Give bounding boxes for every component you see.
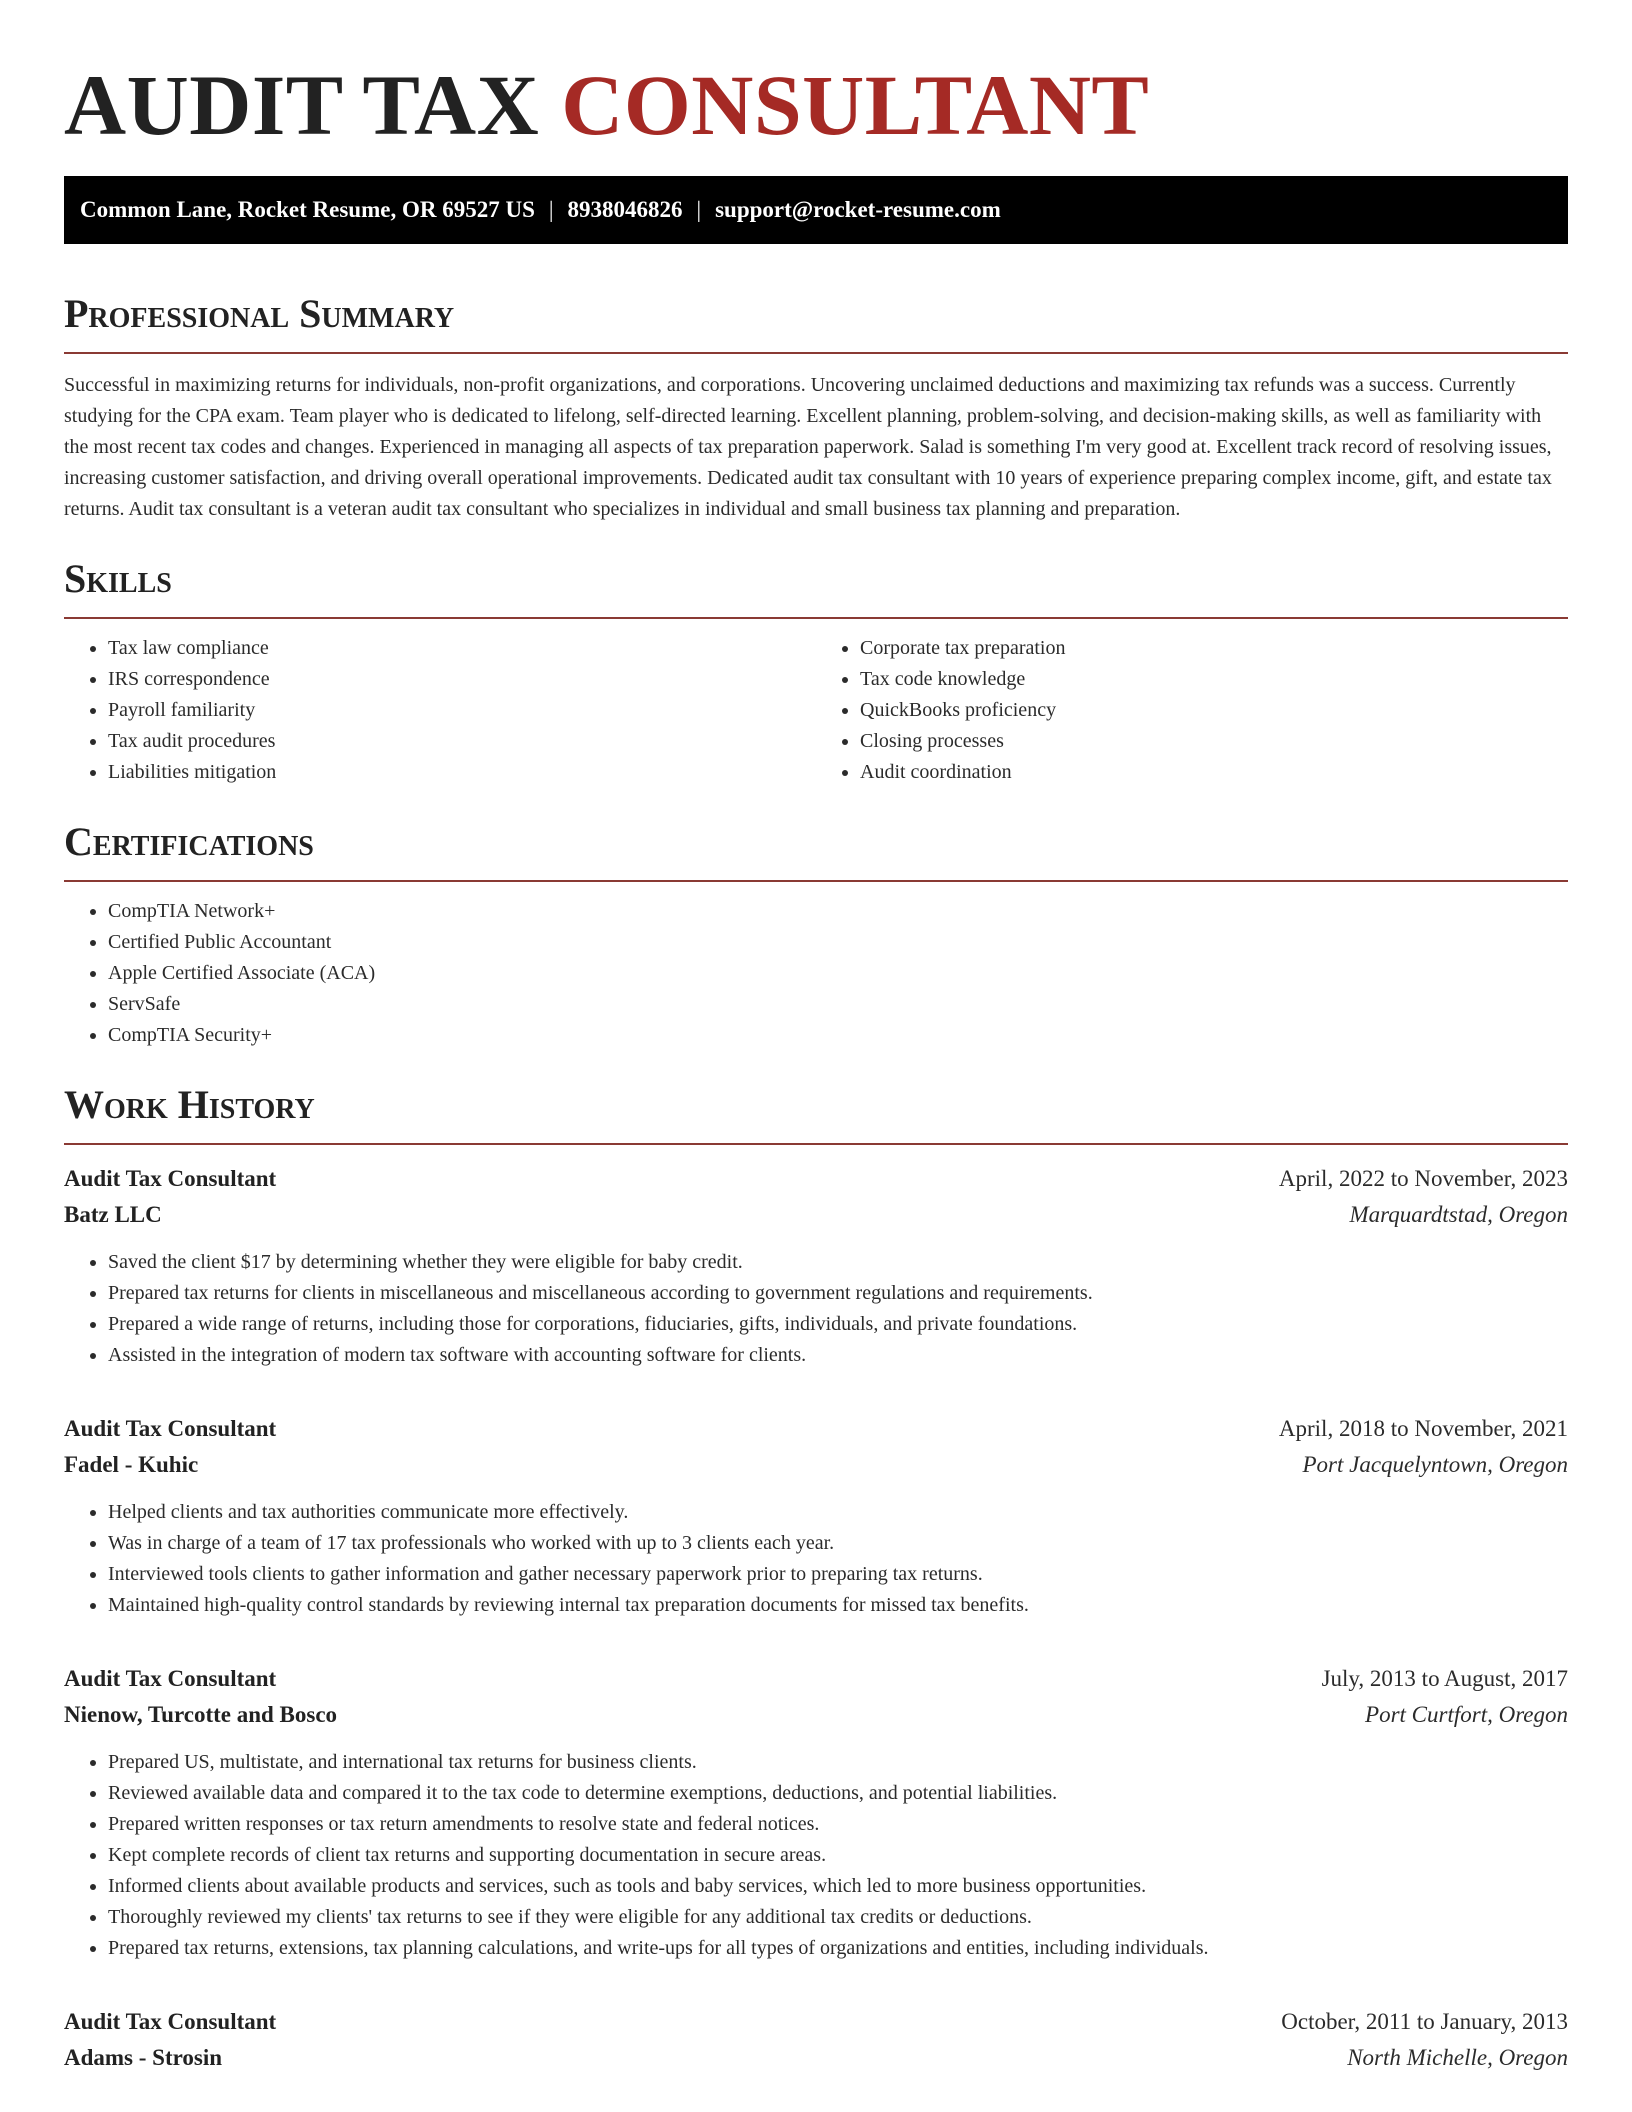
summary-text: Successful in maximizing returns for individuals, non-profit organizations, and corporations. Uncovering unclaimed deductions and maximizing tax refunds was a success. Currently studying for the CPA exam. Team player who is dedicated to lifelong, self-directed learning. Excellent planning, problem-solving, and decision-making skills, as well as familiarity with the most recent tax codes and changes. Experienced in managing all aspects of tax preparation paperwork. Salad is something I'm very good at. Excellent track record of resolving issues, increasing customer satisfaction, and driving overall operational improvements. Dedicated audit tax consultant with 10 years of experience preparing complex income, gift, and estate tax returns. Audit tax consultant is a veteran audit tax consultant who specializes in individual and small business tax planning and preparation.	[64, 374, 1552, 520]
job-company: Nienow, Turcotte and Bosco	[64, 1702, 338, 1727]
section-heading-skills: Skills	[64, 555, 1568, 619]
job-duty-item: • Prepared US, multistate, and international tax returns for business clients.	[108, 1747, 1568, 1778]
skills-section	[64, 555, 1568, 788]
title-main: AUDIT TAX	[64, 57, 540, 153]
job-header-row	[64, 1661, 1568, 1697]
job-duty-item: • Prepared tax returns, extensions, tax planning calculations, and write-ups for all types of organizations and entities, including individuals.	[108, 1933, 1568, 1964]
certification-item: • Apple Certified Associate (ACA)	[108, 958, 1568, 989]
skills-list-right	[816, 633, 1568, 788]
job-duty-item: • Was in charge of a team of 17 tax professionals who worked with up to 3 clients each year.	[108, 1528, 1568, 1559]
contact-address: Common Lane, Rocket Resume, OR 69527 US	[80, 197, 535, 222]
job-company-row	[64, 1447, 1568, 1483]
job-duty-item: • Maintained high-quality control standards by reviewing internal tax preparation documents for missed tax benefits.	[108, 1590, 1568, 1621]
job-entry	[64, 1161, 1568, 1371]
job-duty-item: • Informed clients about available products and services, such as tools and baby services, which led to more business opportunities.	[108, 1871, 1568, 1902]
certification-item: • CompTIA Network+	[108, 896, 1568, 927]
skill-item: • Audit coordination	[860, 757, 1568, 788]
job-dates: July, 2013 to August, 2017	[1321, 1666, 1568, 1691]
job-location: North Michelle, Oregon	[1347, 2045, 1568, 2070]
job-duty-item: • Thoroughly reviewed my clients' tax returns to see if they were eligible for any additional tax credits or deductions.	[108, 1902, 1568, 1933]
job-duty-item: • Prepared a wide range of returns, including those for corporations, fiduciaries, gifts, individuals, and private foundations.	[108, 1309, 1568, 1340]
job-entry	[64, 1661, 1568, 1964]
job-header-row	[64, 1161, 1568, 1197]
job-duty-item: • Prepared tax returns for clients in miscellaneous and miscellaneous according to government regulations and requirements.	[108, 1278, 1568, 1309]
section-heading-certifications: Certifications	[64, 818, 1568, 882]
job-dates: April, 2018 to November, 2021	[1278, 1416, 1568, 1441]
job-header-row	[64, 2004, 1568, 2040]
job-duty-item: • Prepared written responses or tax return amendments to resolve state and federal notices.	[108, 1809, 1568, 1840]
skill-item: • Corporate tax preparation	[860, 633, 1568, 664]
job-header-row	[64, 1411, 1568, 1447]
contact-phone: 8938046826	[567, 197, 683, 222]
certification-item: • Certified Public Accountant	[108, 927, 1568, 958]
job-dates: October, 2011 to January, 2013	[1281, 2009, 1568, 2034]
contact-email[interactable]: support@rocket-resume.com	[715, 197, 1001, 222]
skill-item: • Tax audit procedures	[108, 726, 816, 757]
skills-list-left	[64, 633, 816, 788]
job-title: Audit Tax Consultant	[64, 1416, 277, 1441]
job-company: Batz LLC	[64, 1202, 162, 1227]
title-accent: CONSULTANT	[561, 57, 1150, 153]
job-entry	[64, 2004, 1568, 2076]
certifications-section	[64, 818, 1568, 1051]
skill-item: • Liabilities mitigation	[108, 757, 816, 788]
skills-grid	[64, 633, 1568, 788]
job-title: Audit Tax Consultant	[64, 1166, 277, 1191]
resume-title	[64, 0, 1568, 176]
job-company: Fadel - Kuhic	[64, 1452, 199, 1477]
job-location: Port Jacquelyntown, Oregon	[1302, 1452, 1568, 1477]
job-duty-item: • Assisted in the integration of modern tax software with accounting software for clients.	[108, 1340, 1568, 1371]
job-title: Audit Tax Consultant	[64, 1666, 277, 1691]
section-heading-summary: Professional Summary	[64, 290, 1568, 354]
job-location: Marquardtstad, Oregon	[1349, 1202, 1568, 1227]
skill-item: • QuickBooks proficiency	[860, 695, 1568, 726]
skill-item: • IRS correspondence	[108, 664, 816, 695]
job-company-row	[64, 2040, 1568, 2076]
job-dates: April, 2022 to November, 2023	[1278, 1166, 1568, 1191]
certification-item: • CompTIA Security+	[108, 1020, 1568, 1051]
job-duties-list	[64, 1497, 1568, 1621]
job-duties-list	[64, 1747, 1568, 1964]
job-duty-item: • Reviewed available data and compared it to the tax code to determine exemptions, deductions, and potential liabilities.	[108, 1778, 1568, 1809]
skill-item: • Payroll familiarity	[108, 695, 816, 726]
job-location: Port Curtfort, Oregon	[1365, 1702, 1568, 1727]
job-duties-list	[64, 1247, 1568, 1371]
section-heading-work-history: Work History	[64, 1081, 1568, 1145]
contact-separator: |	[548, 197, 554, 222]
job-duty-item: • Kept complete records of client tax returns and supporting documentation in secure areas.	[108, 1840, 1568, 1871]
job-duty-item: • Saved the client $17 by determining whether they were eligible for baby credit.	[108, 1247, 1568, 1278]
job-company-row	[64, 1197, 1568, 1233]
skill-item: • Tax law compliance	[108, 633, 816, 664]
job-duty-item: • Helped clients and tax authorities communicate more effectively.	[108, 1497, 1568, 1528]
certification-item: • ServSafe	[108, 989, 1568, 1020]
contact-bar	[64, 176, 1568, 244]
job-duty-item: • Interviewed tools clients to gather information and gather necessary paperwork prior to preparing tax returns.	[108, 1559, 1568, 1590]
skill-item: • Closing processes	[860, 726, 1568, 757]
contact-separator: |	[696, 197, 702, 222]
certifications-list	[64, 896, 1568, 1051]
job-title: Audit Tax Consultant	[64, 2009, 277, 2034]
work-history-section	[64, 1081, 1568, 2076]
job-company-row	[64, 1697, 1568, 1733]
job-company: Adams - Strosin	[64, 2045, 223, 2070]
job-entry	[64, 1411, 1568, 1621]
skill-item: • Tax code knowledge	[860, 664, 1568, 695]
professional-summary-section	[64, 290, 1568, 525]
